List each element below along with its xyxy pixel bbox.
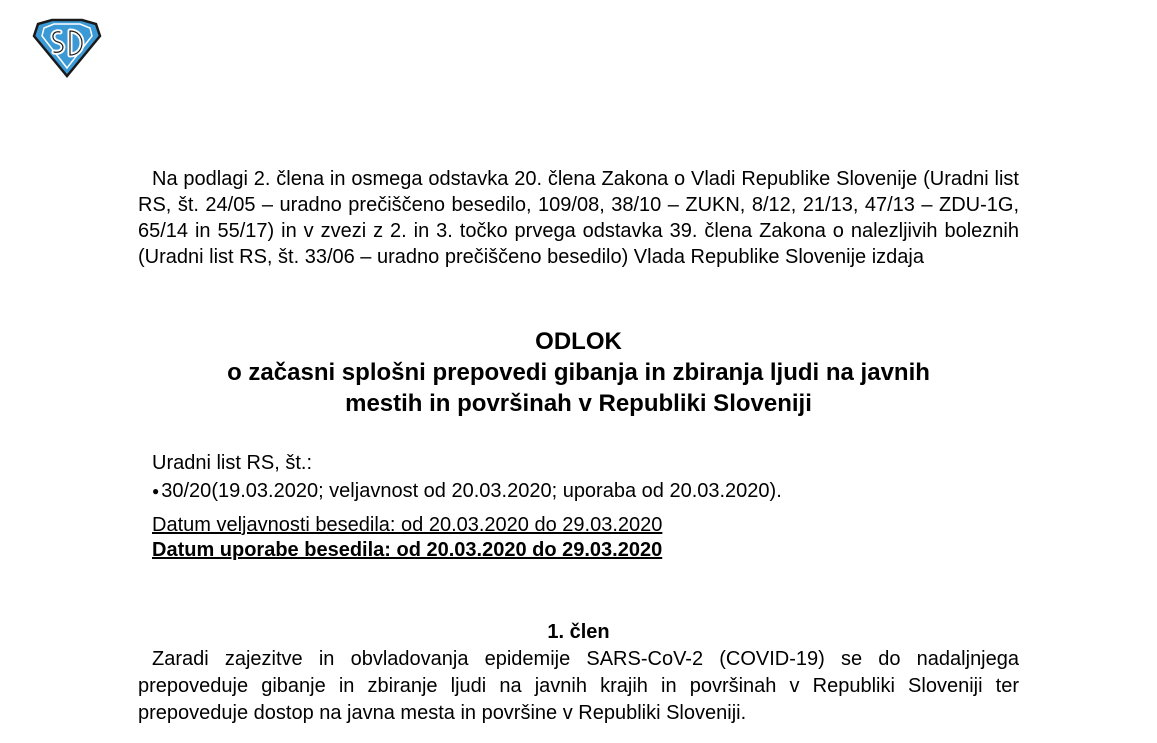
decree-title-block — [138, 327, 1019, 419]
official-gazette-block — [152, 449, 1012, 507]
article-1-title: 1. člen — [547, 621, 610, 643]
decree-subtitle-line2: mestih in površinah v Republiki Sloveniji — [345, 390, 812, 417]
decree-subtitle-line1: o začasni splošni prepovedi gibanja in zbiranja ljudi na javnih — [227, 359, 930, 386]
text-dates-block — [152, 513, 1012, 563]
gazette-entry-details: (19.03.2020; veljavnost od 20.03.2020; uporaba od 20.03.2020). — [211, 480, 782, 502]
sd-logo — [30, 18, 104, 78]
decree-title: ODLOK — [535, 328, 622, 355]
article-1-body: Zaradi zajezitve in obvladovanja epidemije SARS-CoV-2 (COVID-19) se do nadaljnjega prepoveduje gibanje in zbiranje ljudi na javnih krajih in površinah v Republiki Sloveniji ter prepoveduje dostop na javna mesta in površine v Republiki Sloveniji. — [138, 648, 1019, 724]
bullet-icon: ● — [152, 484, 160, 498]
sd-logo-icon — [30, 18, 104, 78]
gazette-entry — [152, 477, 1012, 507]
gazette-label: Uradni list RS, št.: — [152, 452, 313, 474]
validity-date-link[interactable]: Datum veljavnosti besedila: od 20.03.2020 do 29.03.2020 — [152, 514, 663, 536]
gazette-entry-number: 30/20 — [161, 480, 212, 502]
intro-paragraph: Na podlagi 2. člena in osmega odstavka 20. člena Zakona o Vladi Republike Slovenije (Uradni list RS, št. 24/05 – uradno prečiščeno besedilo, 109/08, 38/10 – ZUKN, 8/12, 21/13, 47/13 – ZDU-1G, 65/14 in 55/17) in v zvezi z 2. in 3. točko prvega odstavka 39. člena Zakona o nalezljivih boleznih (Uradni list RS, št. 33/06 – uradno prečiščeno besedilo) Vlada Republike Slovenije izdaja — [138, 168, 1019, 268]
application-date-link[interactable]: Datum uporabe besedila: od 20.03.2020 do 29.03.2020 — [152, 539, 663, 561]
